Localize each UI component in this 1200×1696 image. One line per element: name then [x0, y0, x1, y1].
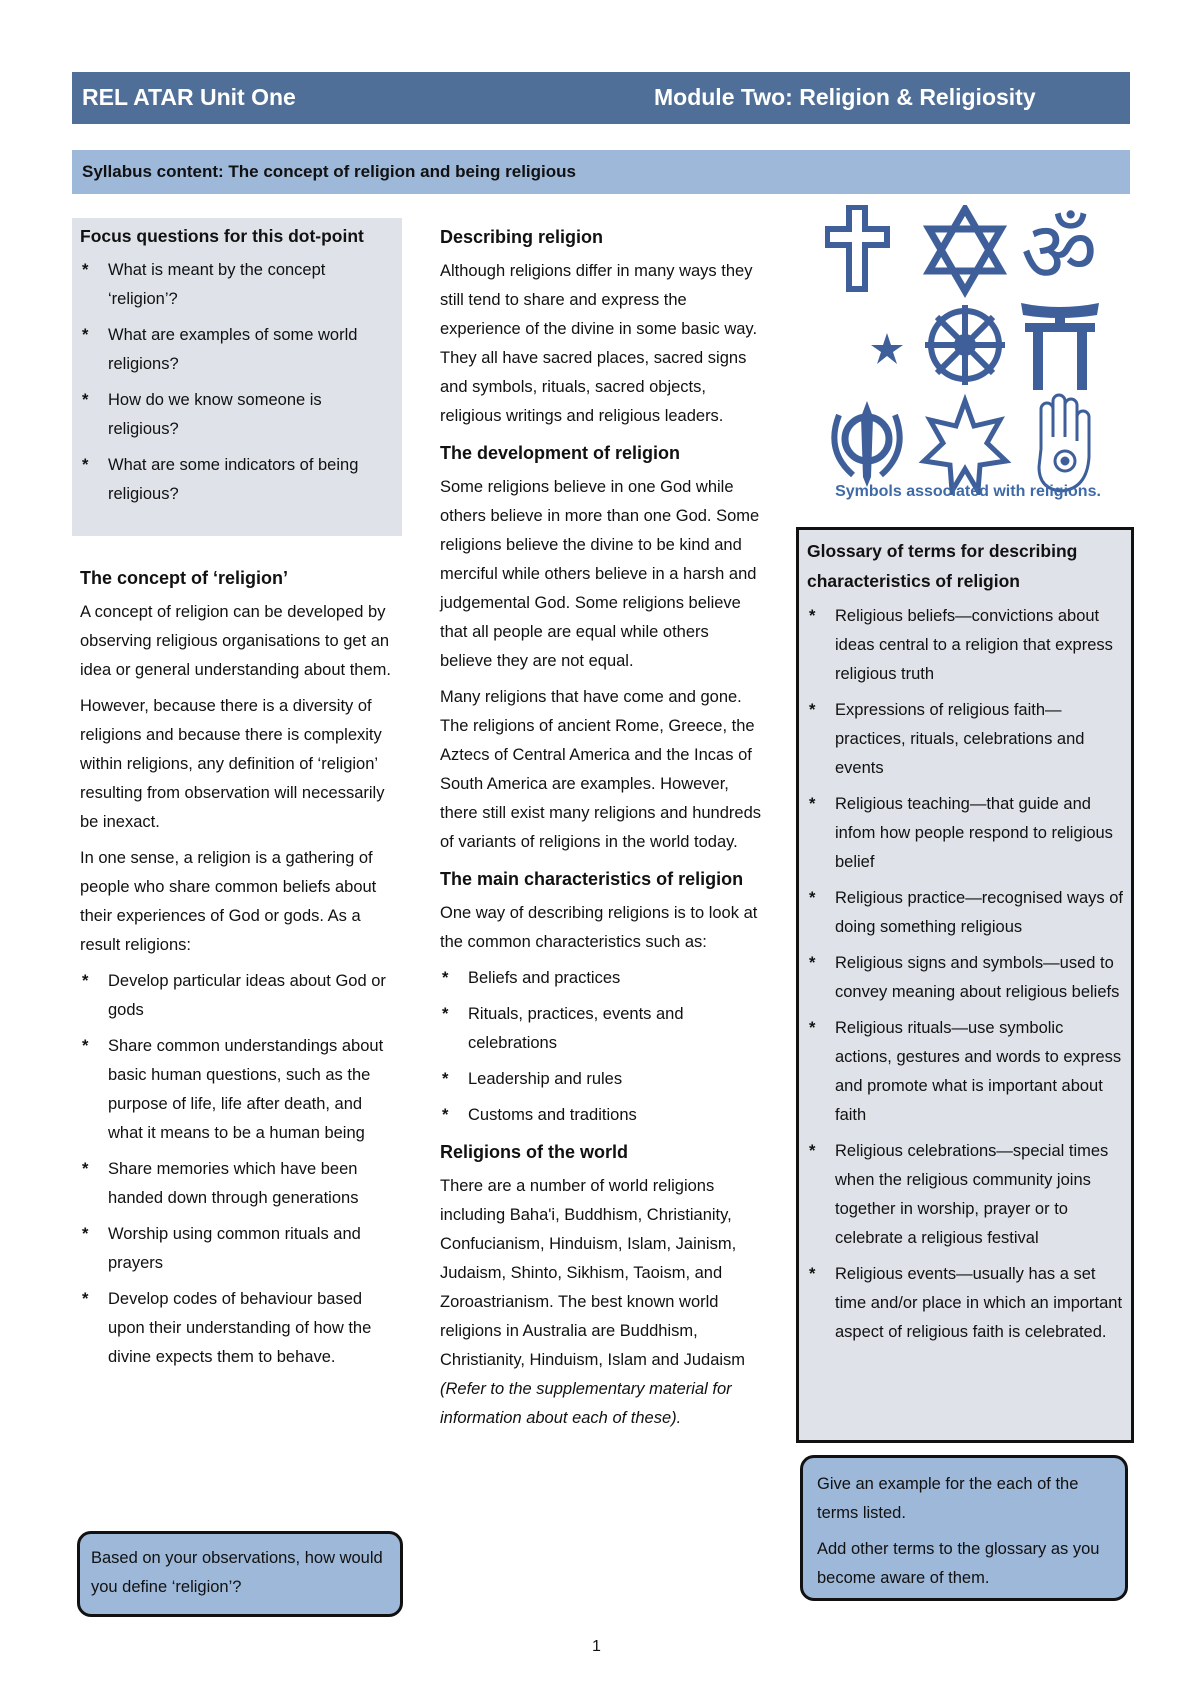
list-item: * What is meant by the concept ‘religion’? — [80, 256, 394, 314]
dharma-wheel-icon — [925, 305, 1005, 385]
latin-cross-icon — [827, 207, 887, 289]
define-religion-text: Based on your observations, how would you define ‘religion’? — [91, 1549, 383, 1596]
module-title: Module Two: Religion & Religiosity — [654, 84, 1036, 110]
list-item: * Religious celebrations—special times when the religious community joins together in worship, prayer or to celebrate a religious festival — [807, 1137, 1123, 1253]
list-item: * Expressions of religious faith—practices, rituals, celebrations and events — [807, 696, 1123, 783]
focus-questions-box — [72, 218, 402, 536]
world-note: (Refer to the supplementary material for information about each of these). — [440, 1380, 732, 1427]
list-item: * How do we know someone is religious? — [80, 386, 394, 444]
world-heading: Religions of the world — [440, 1142, 628, 1162]
characteristics-list — [440, 964, 762, 1130]
bahai-star-icon — [924, 401, 1006, 491]
concept-list — [80, 967, 396, 1372]
list-item: * Worship using common rituals and prayers — [80, 1220, 396, 1278]
list-item: * Rituals, practices, events and celebrations — [440, 1000, 762, 1058]
list-item: * Religious rituals—use symbolic actions, gestures and words to express and promote what is important about faith — [807, 1014, 1123, 1130]
development-paragraph: Some religions believe in one God while others believe in more than one God. Some religions believe the divine to be kind and merciful while others believe in a harsh and judgemental God. Some religions believe that all people are equal while others believe they are not equal. — [440, 478, 760, 670]
left-column — [80, 563, 396, 1379]
example-box — [800, 1455, 1128, 1601]
list-item: * Share memories which have been handed down through generations — [80, 1155, 396, 1213]
symbols-caption: Symbols associated with religions. — [835, 483, 1101, 500]
concept-paragraph: A concept of religion can be developed by observing religious organisations to get an idea or general understanding about them. — [80, 603, 391, 679]
list-item: * What are some indicators of being religious? — [80, 451, 394, 509]
list-item: * Religious beliefs—convictions about ideas central to a religion that express religious truth — [807, 602, 1123, 689]
list-item: * Develop particular ideas about God or gods — [80, 967, 396, 1025]
focus-list — [80, 256, 394, 509]
list-item: * Develop codes of behaviour based upon their understanding of how the divine expects them to behave. — [80, 1285, 396, 1372]
focus-title: Focus questions for this dot-point — [80, 226, 364, 246]
characteristics-paragraph: One way of describing religions is to look at the common characteristics such as: — [440, 904, 758, 951]
middle-column — [440, 222, 762, 1440]
glossary-box — [796, 527, 1134, 1443]
religious-symbols — [825, 205, 1105, 495]
concept-heading: The concept of ‘religion’ — [80, 568, 289, 588]
crescent-star-icon — [833, 301, 903, 389]
list-item: * Leadership and rules — [440, 1065, 762, 1094]
svg-text:ॐ: ॐ — [1020, 205, 1098, 301]
unit-title: REL ATAR Unit One — [82, 84, 296, 110]
concept-paragraph: In one sense, a religion is a gathering of people who share common beliefs about their experiences of God or gods. As a result religions: — [80, 849, 377, 954]
example-text: Give an example for the each of the terms listed. — [817, 1475, 1079, 1522]
world-text: There are a number of world religions including Baha'i, Buddhism, Christianity, Confucianism, Hinduism, Islam, Jainism, Judaism, Shinto, Sikhism, Taoism, and Zoroastrianism. The best known world religions in Australia are Buddhism, Christianity, Hinduism, Islam and Judaism — [440, 1177, 746, 1369]
world-paragraph — [440, 1172, 762, 1433]
characteristics-heading: The main characteristics of religion — [440, 869, 744, 889]
describing-heading: Describing religion — [440, 227, 604, 247]
list-item: * Religious teaching—that guide and infom how people respond to religious belief — [807, 790, 1123, 877]
syllabus-text: Syllabus content: The concept of religion and being religious — [82, 162, 576, 181]
jain-hand-icon — [1039, 395, 1089, 491]
star-of-david-icon — [929, 209, 1001, 291]
page-header — [72, 72, 1130, 124]
list-item: * Share common understandings about basic human questions, such as the purpose of life, life after death, and what it means to be a human being — [80, 1032, 396, 1148]
glossary-title: Glossary of terms for describing characteristics of religion — [807, 541, 1078, 591]
khanda-icon — [834, 401, 899, 487]
list-item: * Religious signs and symbols—used to convey meaning about religious beliefs — [807, 949, 1123, 1007]
list-item: * Religious events—usually has a set time and/or place in which an important aspect of religious faith is celebrated. — [807, 1260, 1123, 1347]
list-item: * Beliefs and practices — [440, 964, 762, 993]
torii-icon — [1021, 303, 1099, 390]
list-item: * Customs and traditions — [440, 1101, 762, 1130]
glossary-list — [807, 602, 1123, 1347]
development-paragraph: Many religions that have come and gone. The religions of ancient Rome, Greece, the Aztecs of Central America and the Incas of South America are examples. However, there still exist many religions and hundreds of variants of religions in the world today. — [440, 688, 762, 851]
page-number: 1 — [592, 1638, 601, 1655]
concept-paragraph: However, because there is a diversity of religions and because there is complexity within religions, any definition of ‘religion’ resulting from observation will necessarily be inexact. — [80, 697, 385, 831]
syllabus-bar — [72, 150, 1130, 194]
development-heading: The development of religion — [440, 443, 681, 463]
om-icon — [1021, 205, 1098, 301]
list-item: * Religious practice—recognised ways of doing something religious — [807, 884, 1123, 942]
list-item: * What are examples of some world religions? — [80, 321, 394, 379]
example-text: Add other terms to the glossary as you become aware of them. — [817, 1540, 1100, 1587]
define-religion-box — [77, 1531, 403, 1617]
describing-paragraph: Although religions differ in many ways they still tend to share and express the experience of the divine in some basic way. They all have sacred places, sacred signs and symbols, rituals, sacred objects, religious writings and religious leaders. — [440, 262, 758, 425]
